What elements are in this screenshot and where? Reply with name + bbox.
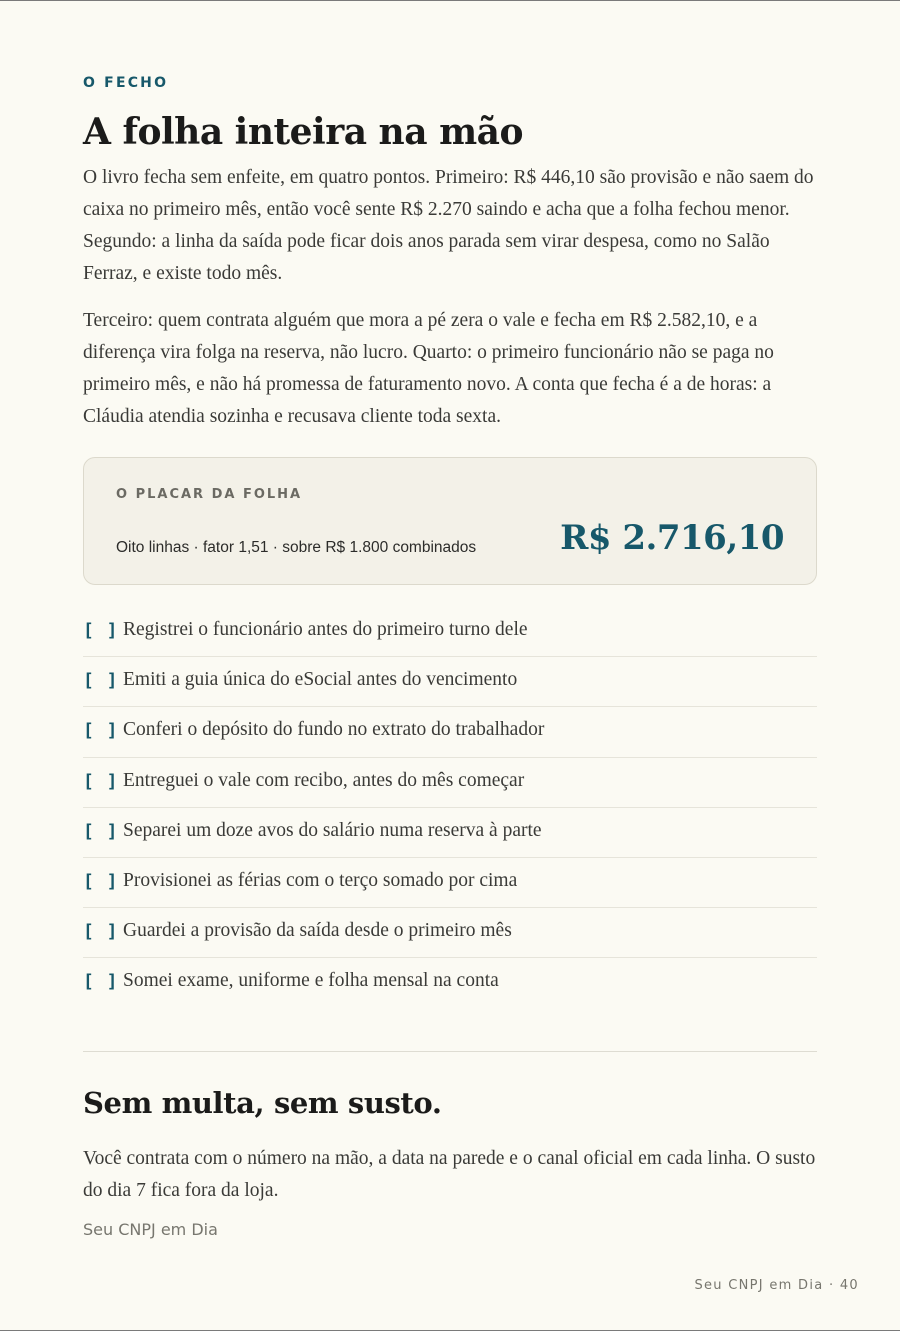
checklist bbox=[83, 607, 817, 1009]
checkbox-icon[interactable]: [ ] bbox=[83, 620, 119, 641]
checklist-item-label: Registrei o funcionário antes do primeiro turno dele bbox=[123, 619, 528, 640]
checkbox-icon[interactable]: [ ] bbox=[83, 870, 119, 892]
checklist-item[interactable] bbox=[83, 707, 817, 757]
page-title: A folha inteira na mão bbox=[83, 111, 524, 153]
checkbox-icon[interactable]: [ ] bbox=[83, 921, 119, 943]
checklist-item[interactable] bbox=[83, 908, 817, 958]
checklist-item-label: Emiti a guia única do eSocial antes do vencimento bbox=[123, 669, 518, 691]
signature: Seu CNPJ em Dia bbox=[83, 1220, 218, 1239]
checklist-item-label: Provisionei as férias com o terço somado por cima bbox=[123, 869, 518, 891]
closing-paragraph: Você contrata com o número na mão, a data na parede e o canal oficial em cada linha. O susto do dia 7 fica fora da loja. bbox=[83, 1148, 816, 1201]
checklist-item-label: Entreguei o vale com recibo, antes do mês começar bbox=[123, 769, 525, 791]
checklist-item[interactable] bbox=[83, 657, 817, 707]
checklist-item-label: Guardei a provisão da saída desde o primeiro mês bbox=[123, 920, 512, 942]
payroll-scorecard bbox=[83, 457, 817, 585]
checklist-item[interactable] bbox=[83, 858, 817, 908]
checklist-item[interactable] bbox=[83, 958, 817, 1008]
scorecard-total: R$ 2.716,10 bbox=[560, 518, 784, 558]
section-eyebrow: O FECHO bbox=[83, 75, 169, 91]
checkbox-icon[interactable]: [ ] bbox=[83, 971, 119, 993]
checkbox-icon[interactable]: [ ] bbox=[83, 770, 119, 792]
checkbox-icon[interactable]: [ ] bbox=[83, 720, 119, 742]
checklist-item[interactable] bbox=[83, 758, 817, 808]
checklist-item[interactable] bbox=[83, 607, 817, 657]
section-divider bbox=[83, 1051, 817, 1052]
page-footer: Seu CNPJ em Dia · 40 bbox=[694, 1278, 859, 1293]
checklist-item[interactable] bbox=[83, 808, 817, 858]
checklist-item-label: Somei exame, uniforme e folha mensal na conta bbox=[123, 970, 499, 992]
body-paragraph-1: O livro fecha sem enfeite, em quatro pontos. Primeiro: R$ 446,10 são provisão e não saem do caixa no primeiro mês, então você sente R$ 2.270 saindo e acha que a folha fechou menor. Segundo: a linha da saída pode ficar dois anos parada sem virar despesa, como no Salão Ferraz, e existe todo mês. bbox=[83, 167, 814, 284]
checklist-item-label: Separei um doze avos do salário numa reserva à parte bbox=[123, 819, 542, 841]
closing-title: Sem multa, sem susto. bbox=[83, 1086, 442, 1120]
checkbox-icon[interactable]: [ ] bbox=[83, 820, 119, 842]
body-paragraph-2: Terceiro: quem contrata alguém que mora a pé zera o vale e fecha em R$ 2.582,10, e a diferença vira folga na reserva, não lucro. Quarto: o primeiro funcionário não se paga no primeiro mês, e não há promessa de faturamento novo. A conta que fecha é a de horas: a Cláudia atendia sozinha e recusava cliente toda sexta. bbox=[83, 310, 774, 427]
checklist-item-label: Conferi o depósito do fundo no extrato do trabalhador bbox=[123, 719, 545, 741]
scorecard-label: O PLACAR DA FOLHA bbox=[116, 487, 303, 502]
checkbox-icon[interactable]: [ ] bbox=[83, 670, 119, 692]
scorecard-subtitle: Oito linhas · fator 1,51 · sobre R$ 1.800 combinados bbox=[116, 539, 477, 556]
